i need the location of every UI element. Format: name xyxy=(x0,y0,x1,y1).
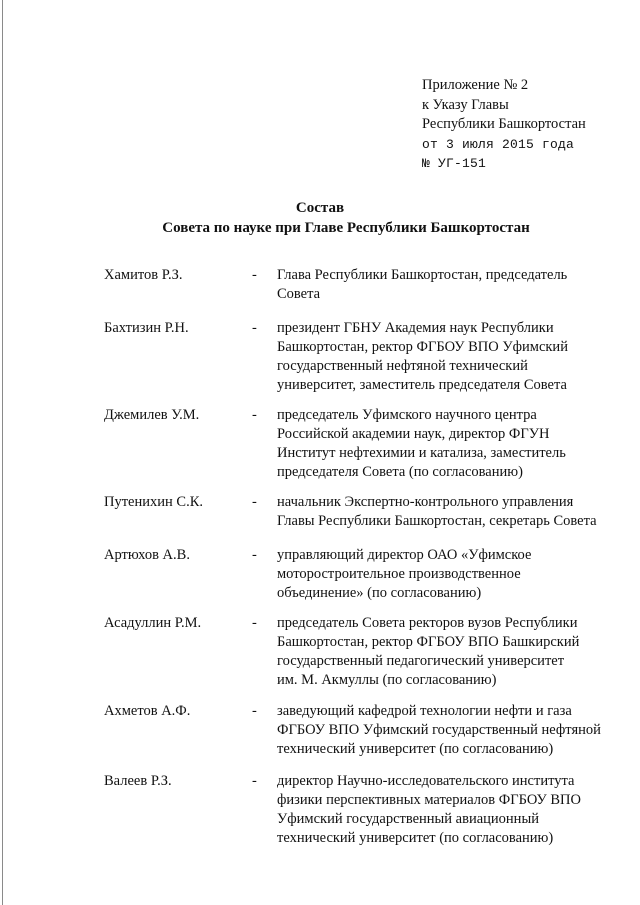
member-role xyxy=(277,406,622,482)
member-role-line: Башкортостан, ректор ФГБОУ ВПО Башкирский xyxy=(277,634,580,650)
member-role-line: государственный педагогический университет xyxy=(277,653,565,669)
member-role-line: Глава Республики Башкортостан, председатель xyxy=(277,267,568,283)
member-dash: - xyxy=(252,320,257,336)
appendix-line-3: Республики Башкортостан xyxy=(422,116,586,132)
heading-subtitle: Совета по науке при Главе Республики Башкортостан xyxy=(162,220,530,236)
member-name: Асадуллин Р.М. xyxy=(104,615,202,631)
member-role-line: председателя Совета (по согласованию) xyxy=(277,464,523,480)
member-role-line: технический университет (по согласованию) xyxy=(277,741,554,757)
member-role-line: председатель Совета ректоров вузов Республики xyxy=(277,615,578,631)
member-name: Хамитов Р.З. xyxy=(104,267,183,283)
member-role xyxy=(277,546,622,603)
member-dash: - xyxy=(252,773,257,789)
member-name: Артюхов А.В. xyxy=(104,547,190,563)
member-role-line: физики перспективных материалов ФГБОУ ВПО xyxy=(277,792,581,808)
member-role-line: директор Научно-исследовательского института xyxy=(277,773,575,789)
appendix-line-1: Приложение № 2 xyxy=(422,77,529,93)
member-role-line: начальник Экспертно-контрольного управления xyxy=(277,494,574,510)
member-role-line: президент ГБНУ Академия наук Республики xyxy=(277,320,554,336)
member-name: Путенихин С.К. xyxy=(104,494,204,510)
member-dash: - xyxy=(252,267,257,283)
member-role-line: государственный нефтяной технический xyxy=(277,358,528,374)
appendix-number: № УГ-151 xyxy=(422,156,487,171)
member-role-line: Совета xyxy=(277,286,321,302)
member-role-line: Главы Республики Башкортостан, секретарь Совета xyxy=(277,513,597,529)
scan-left-edge xyxy=(2,0,3,905)
member-role xyxy=(277,319,622,395)
appendix-header xyxy=(422,76,632,174)
member-role-line: университет, заместитель председателя Совета xyxy=(277,377,567,393)
member-name: Ахметов А.Ф. xyxy=(104,703,191,719)
member-role-line: заведующий кафедрой технологии нефти и газа xyxy=(277,703,572,719)
member-role xyxy=(277,493,622,531)
member-role xyxy=(277,772,622,848)
member-name: Валеев Р.З. xyxy=(104,773,172,789)
member-dash: - xyxy=(252,703,257,719)
member-role xyxy=(277,702,622,759)
document-heading xyxy=(0,198,640,238)
appendix-line-2: к Указу Главы xyxy=(422,96,509,113)
member-role-line: председатель Уфимского научного центра xyxy=(277,407,537,423)
member-role-line: Институт нефтехимии и катализа, заместитель xyxy=(277,445,566,461)
member-role-line: технический университет (по согласованию) xyxy=(277,830,554,846)
member-dash: - xyxy=(252,615,257,631)
member-role-line: им. М. Акмуллы (по согласованию) xyxy=(277,672,497,688)
member-name: Бахтизин Р.Н. xyxy=(104,320,189,336)
heading-title: Состав xyxy=(295,200,345,216)
member-role-line: управляющий директор ОАО «Уфимское xyxy=(277,547,532,563)
member-role xyxy=(277,614,622,690)
appendix-date: от 3 июля 2015 года xyxy=(422,136,575,152)
member-role-line: ФГБОУ ВПО Уфимский государственный нефтяной xyxy=(277,722,601,738)
member-name: Джемилев У.М. xyxy=(104,407,200,423)
member-dash: - xyxy=(252,494,257,510)
member-role xyxy=(277,266,622,304)
member-role-line: Уфимский государственный авиационный xyxy=(277,811,539,827)
member-dash: - xyxy=(252,407,257,423)
member-role-line: Российской академии наук, директор ФГУН xyxy=(277,426,550,442)
member-role-line: Башкортостан, ректор ФГБОУ ВПО Уфимский xyxy=(277,339,568,355)
member-role-line: моторостроительное производственное xyxy=(277,566,521,582)
member-dash: - xyxy=(252,547,257,563)
member-role-line: объединение» (по согласованию) xyxy=(277,585,482,601)
